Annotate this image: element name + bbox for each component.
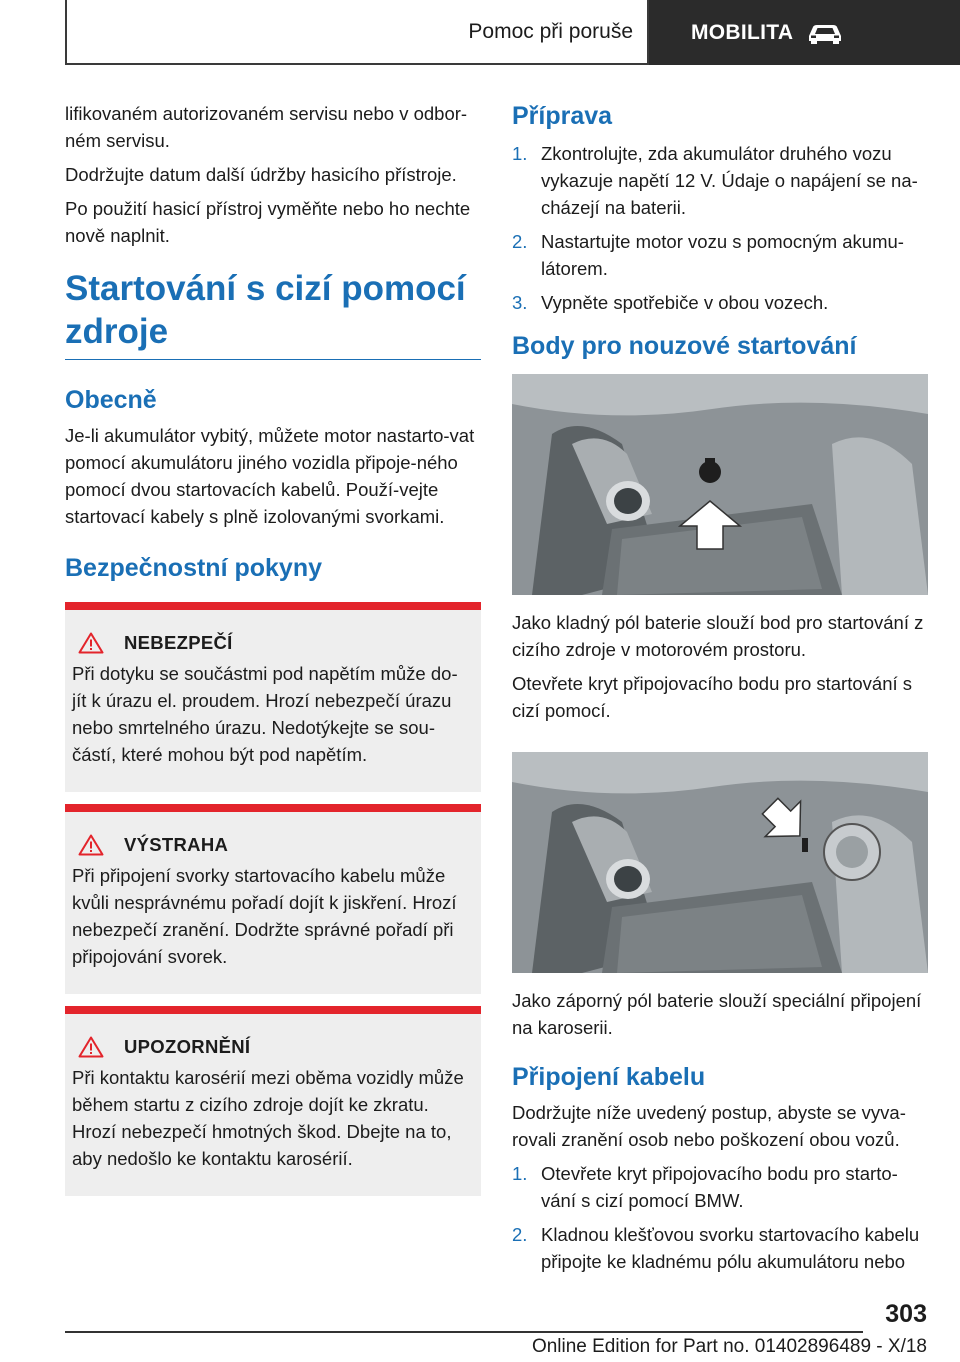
car-icon — [805, 22, 845, 44]
warning-triangle-icon — [78, 632, 104, 654]
cable-steps-list — [512, 1160, 928, 1275]
general-text: Je-li akumulátor vybitý, můžete motor nastarto-vat pomocí akumulátoru jiného vozidla připoje-ného pomocí dvou startovacích kabelů. Použí-vejte startovací kabely s plně izolovanými svorkami. — [65, 425, 475, 527]
right-column — [512, 100, 928, 1285]
warning-box-danger — [65, 602, 481, 792]
step-text: Vypněte spotřebiče v obou vozech. — [541, 292, 829, 313]
step-number: 1. — [512, 1163, 528, 1184]
list-item — [512, 1160, 928, 1214]
prep-heading: Příprava — [512, 102, 613, 130]
section-label: Pomoc při poruše — [468, 19, 633, 43]
warning-triangle-icon — [78, 834, 104, 856]
page-number: 303 — [885, 1300, 927, 1328]
photo1-caption-1: Jako kladný pól baterie slouží bod pro startování z cizího zdroje v motorovém prostoru. — [512, 612, 924, 660]
safety-heading: Bezpečnostní pokyny — [65, 554, 322, 582]
intro-paragraph-1: lifikovaném autorizovaném servisu nebo v odbor-ném servisu. — [65, 103, 468, 151]
warning-title: UPOZORNĚNÍ — [124, 1036, 251, 1057]
warning-title: VÝSTRAHA — [124, 834, 229, 855]
points-heading: Body pro nouzové startování — [512, 332, 857, 360]
engine-bay-photo-negative — [512, 752, 928, 973]
intro-paragraph-3: Po použití hasicí přístroj vyměňte nebo ho nechte nově naplnit. — [65, 198, 471, 246]
warning-box-notice — [65, 1006, 481, 1196]
step-text: Otevřete kryt připojovacího bodu pro starto-vání s cizí pomocí BMW. — [541, 1163, 898, 1211]
warning-title: NEBEZPEČÍ — [124, 632, 233, 653]
chapter-label: MOBILITA — [691, 20, 794, 44]
engine-bay-illustration — [512, 752, 928, 973]
page-header — [65, 0, 960, 65]
step-number: 1. — [512, 143, 528, 164]
edition-footer: Online Edition for Part no. 01402896489 - X/18 — [531, 1336, 927, 1357]
step-number: 2. — [512, 1224, 528, 1245]
warning-triangle-icon — [78, 1036, 104, 1058]
engine-bay-photo-positive — [512, 374, 928, 595]
photo2-caption: Jako záporný pól baterie slouží speciální připojení na karoserii. — [512, 990, 922, 1038]
step-text: Nastartujte motor vozu s pomocným akumu-látorem. — [541, 231, 904, 279]
step-number: 3. — [512, 292, 528, 313]
list-item — [512, 140, 928, 221]
list-item — [512, 1221, 928, 1275]
step-text: Kladnou klešťovou svorku startovacího kabelu připojte ke kladnému pólu akumulátoru nebo — [541, 1224, 920, 1272]
warning-text: Při kontaktu karosérií mezi oběma vozidly může během startu z cizího zdroje dojít ke zkratu. Hrozí nebezpečí hmotných škod. Dbejte na to, aby nedošlo ke kontaktu karosérií. — [72, 1067, 464, 1169]
warning-text: Při připojení svorky startovacího kabelu může kvůli nesprávnému pořadí dojít k jiskření. Hrozí nebezpečí zranění. Dodržte správné pořadí při připojování svorek. — [72, 865, 457, 967]
left-column — [65, 100, 481, 1208]
cable-heading: Připojení kabelu — [512, 1063, 706, 1091]
chapter-tab — [649, 0, 960, 65]
prep-steps-list — [512, 140, 928, 316]
step-number: 2. — [512, 231, 528, 252]
warning-box-caution — [65, 804, 481, 994]
intro-paragraph-2: Dodržujte datum další údržby hasicího přístroje. — [65, 164, 457, 185]
section-title: Startování s cizí pomocí zdroje — [65, 267, 481, 360]
photo1-caption-2: Otevřete kryt připojovacího bodu pro startování s cizí pomocí. — [512, 673, 913, 721]
step-text: Zkontrolujte, zda akumulátor druhého vozu vykazuje napětí 12 V. Údaje o napájení se na-cházejí na baterii. — [541, 143, 918, 218]
general-heading: Obecně — [65, 386, 157, 414]
section-tab — [65, 0, 649, 65]
warning-text: Při dotyku se součástmi pod napětím může do-jít k úrazu el. proudem. Hrozí nebezpečí úrazu nebo smrtelného úrazu. Nedotýkejte se sou-částí, které mohou být pod napětím. — [72, 663, 458, 765]
list-item — [512, 228, 928, 282]
cable-intro: Dodržujte níže uvedený postup, abyste se vyva-rovali zranění osob nebo poškození obou vozů. — [512, 1102, 906, 1150]
list-item — [512, 289, 928, 316]
engine-bay-illustration — [512, 374, 928, 595]
footer-divider — [65, 1331, 863, 1333]
